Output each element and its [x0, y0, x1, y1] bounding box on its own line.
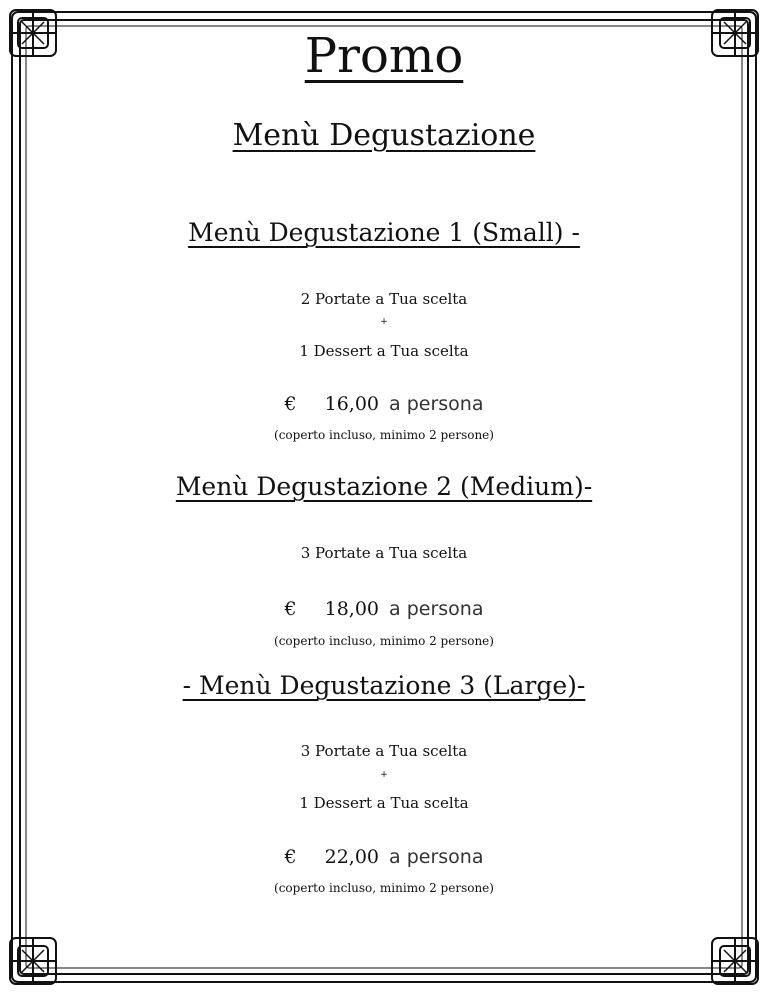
per-person-label: a persona: [389, 393, 484, 415]
menu-1-note: (coperto incluso, minimo 2 persone): [274, 428, 494, 442]
menu-3-heading: - Menù Degustazione 3 (Large)-: [182, 671, 586, 700]
menu-1-plus: +: [380, 317, 388, 327]
menu-3-price-row: [0, 846, 768, 868]
menu-2-line1: 3 Portate a Tua scelta: [300, 544, 468, 562]
menu-2-heading: Menù Degustazione 2 (Medium)-: [175, 472, 593, 501]
menu-1-heading: Menù Degustazione 1 (Small) -: [188, 218, 580, 247]
page-title: Promo: [304, 28, 464, 84]
menu-2-note: (coperto incluso, minimo 2 persone): [274, 634, 494, 648]
menu-3-line2: 1 Dessert a Tua scelta: [299, 794, 469, 812]
menu-3-note: (coperto incluso, minimo 2 persone): [274, 881, 494, 895]
per-person-label: a persona: [389, 598, 484, 620]
menu-1-line2: 1 Dessert a Tua scelta: [299, 342, 469, 360]
menu-3-line1: 3 Portate a Tua scelta: [300, 742, 468, 760]
currency-symbol: €: [284, 846, 297, 868]
page-subtitle: Menù Degustazione: [232, 118, 536, 153]
menu-1-line1: 2 Portate a Tua scelta: [300, 290, 468, 308]
menu-1-price-row: [0, 393, 768, 415]
menu-3-plus: +: [380, 770, 388, 780]
menu-3-price: 22,00: [324, 846, 380, 868]
currency-symbol: €: [284, 598, 297, 620]
menu-2-price: 18,00: [324, 598, 380, 620]
per-person-label: a persona: [389, 846, 484, 868]
menu-1-price: 16,00: [324, 393, 380, 415]
menu-2-price-row: [0, 598, 768, 620]
currency-symbol: €: [284, 393, 297, 415]
